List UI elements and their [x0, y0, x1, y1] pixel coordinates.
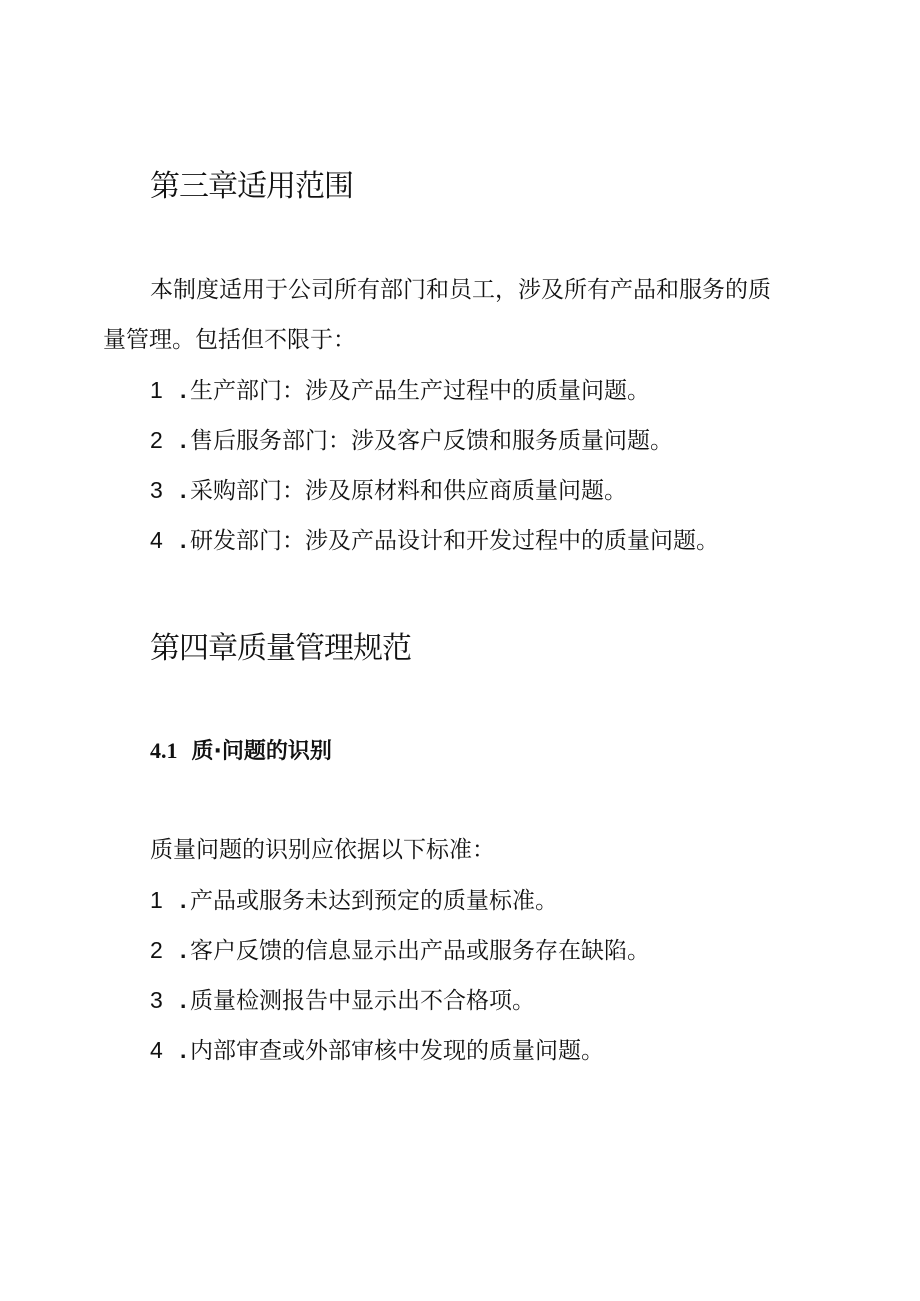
list-item-text: 售后服务部门：涉及客户反馈和服务质量问题。	[190, 428, 673, 454]
chapter-4-list-item-3	[150, 989, 535, 1013]
list-item-text: 内部审查或外部审核中发现的质量问题。	[190, 1038, 604, 1064]
list-number: 2	[150, 427, 163, 453]
list-number: 2	[150, 937, 163, 963]
list-item-text: 客户反馈的信息显示出产品或服务存在缺陷。	[190, 938, 650, 964]
section-4-1-title	[150, 740, 332, 763]
chapter-4-list-item-4	[150, 1039, 604, 1063]
list-item-text: 生产部门：涉及产品生产过程中的质量问题。	[190, 378, 650, 404]
chapter-3-list-item-3	[150, 479, 627, 503]
chapter-4-title: 第四章质量管理规范	[150, 631, 411, 666]
list-separator: .	[180, 1037, 187, 1063]
list-item-text: 研发部门：涉及产品设计和开发过程中的质量问题。	[190, 528, 719, 554]
list-number: 1	[150, 887, 163, 913]
list-separator: .	[180, 527, 187, 553]
chapter-3-title: 第三章适用范围	[150, 169, 353, 204]
list-separator: .	[180, 377, 187, 403]
list-item-text: 质量检测报告中显示出不合格项。	[190, 988, 535, 1014]
list-separator: .	[180, 477, 187, 503]
chapter-3-intro-line-1: 本制度适用于公司所有部门和员工，涉及所有产品和服务的质	[150, 277, 771, 303]
chapter-4-list-item-1	[150, 889, 558, 913]
chapter-3-list-item-1	[150, 379, 650, 403]
chapter-3-list-item-2	[150, 429, 673, 453]
list-item-text: 产品或服务未达到预定的质量标准。	[190, 888, 558, 914]
list-number: 3	[150, 987, 163, 1013]
list-number: 1	[150, 377, 163, 403]
list-separator: .	[180, 987, 187, 1013]
section-number: 4.1	[150, 738, 178, 763]
list-number: 4	[150, 527, 163, 553]
list-number: 4	[150, 1037, 163, 1063]
chapter-4-list-item-2	[150, 939, 650, 963]
chapter-4-intro: 质量问题的识别应依据以下标准：	[150, 837, 495, 863]
chapter-3-list-item-4	[150, 529, 719, 553]
section-heading-text: 质·问题的识别	[191, 739, 332, 764]
list-separator: .	[180, 887, 187, 913]
list-item-text: 采购部门：涉及原材料和供应商质量问题。	[190, 478, 627, 504]
chapter-3-intro-line-2: 量管理。包括但不限于：	[103, 327, 356, 353]
list-separator: .	[180, 937, 187, 963]
list-separator: .	[180, 427, 187, 453]
list-number: 3	[150, 477, 163, 503]
